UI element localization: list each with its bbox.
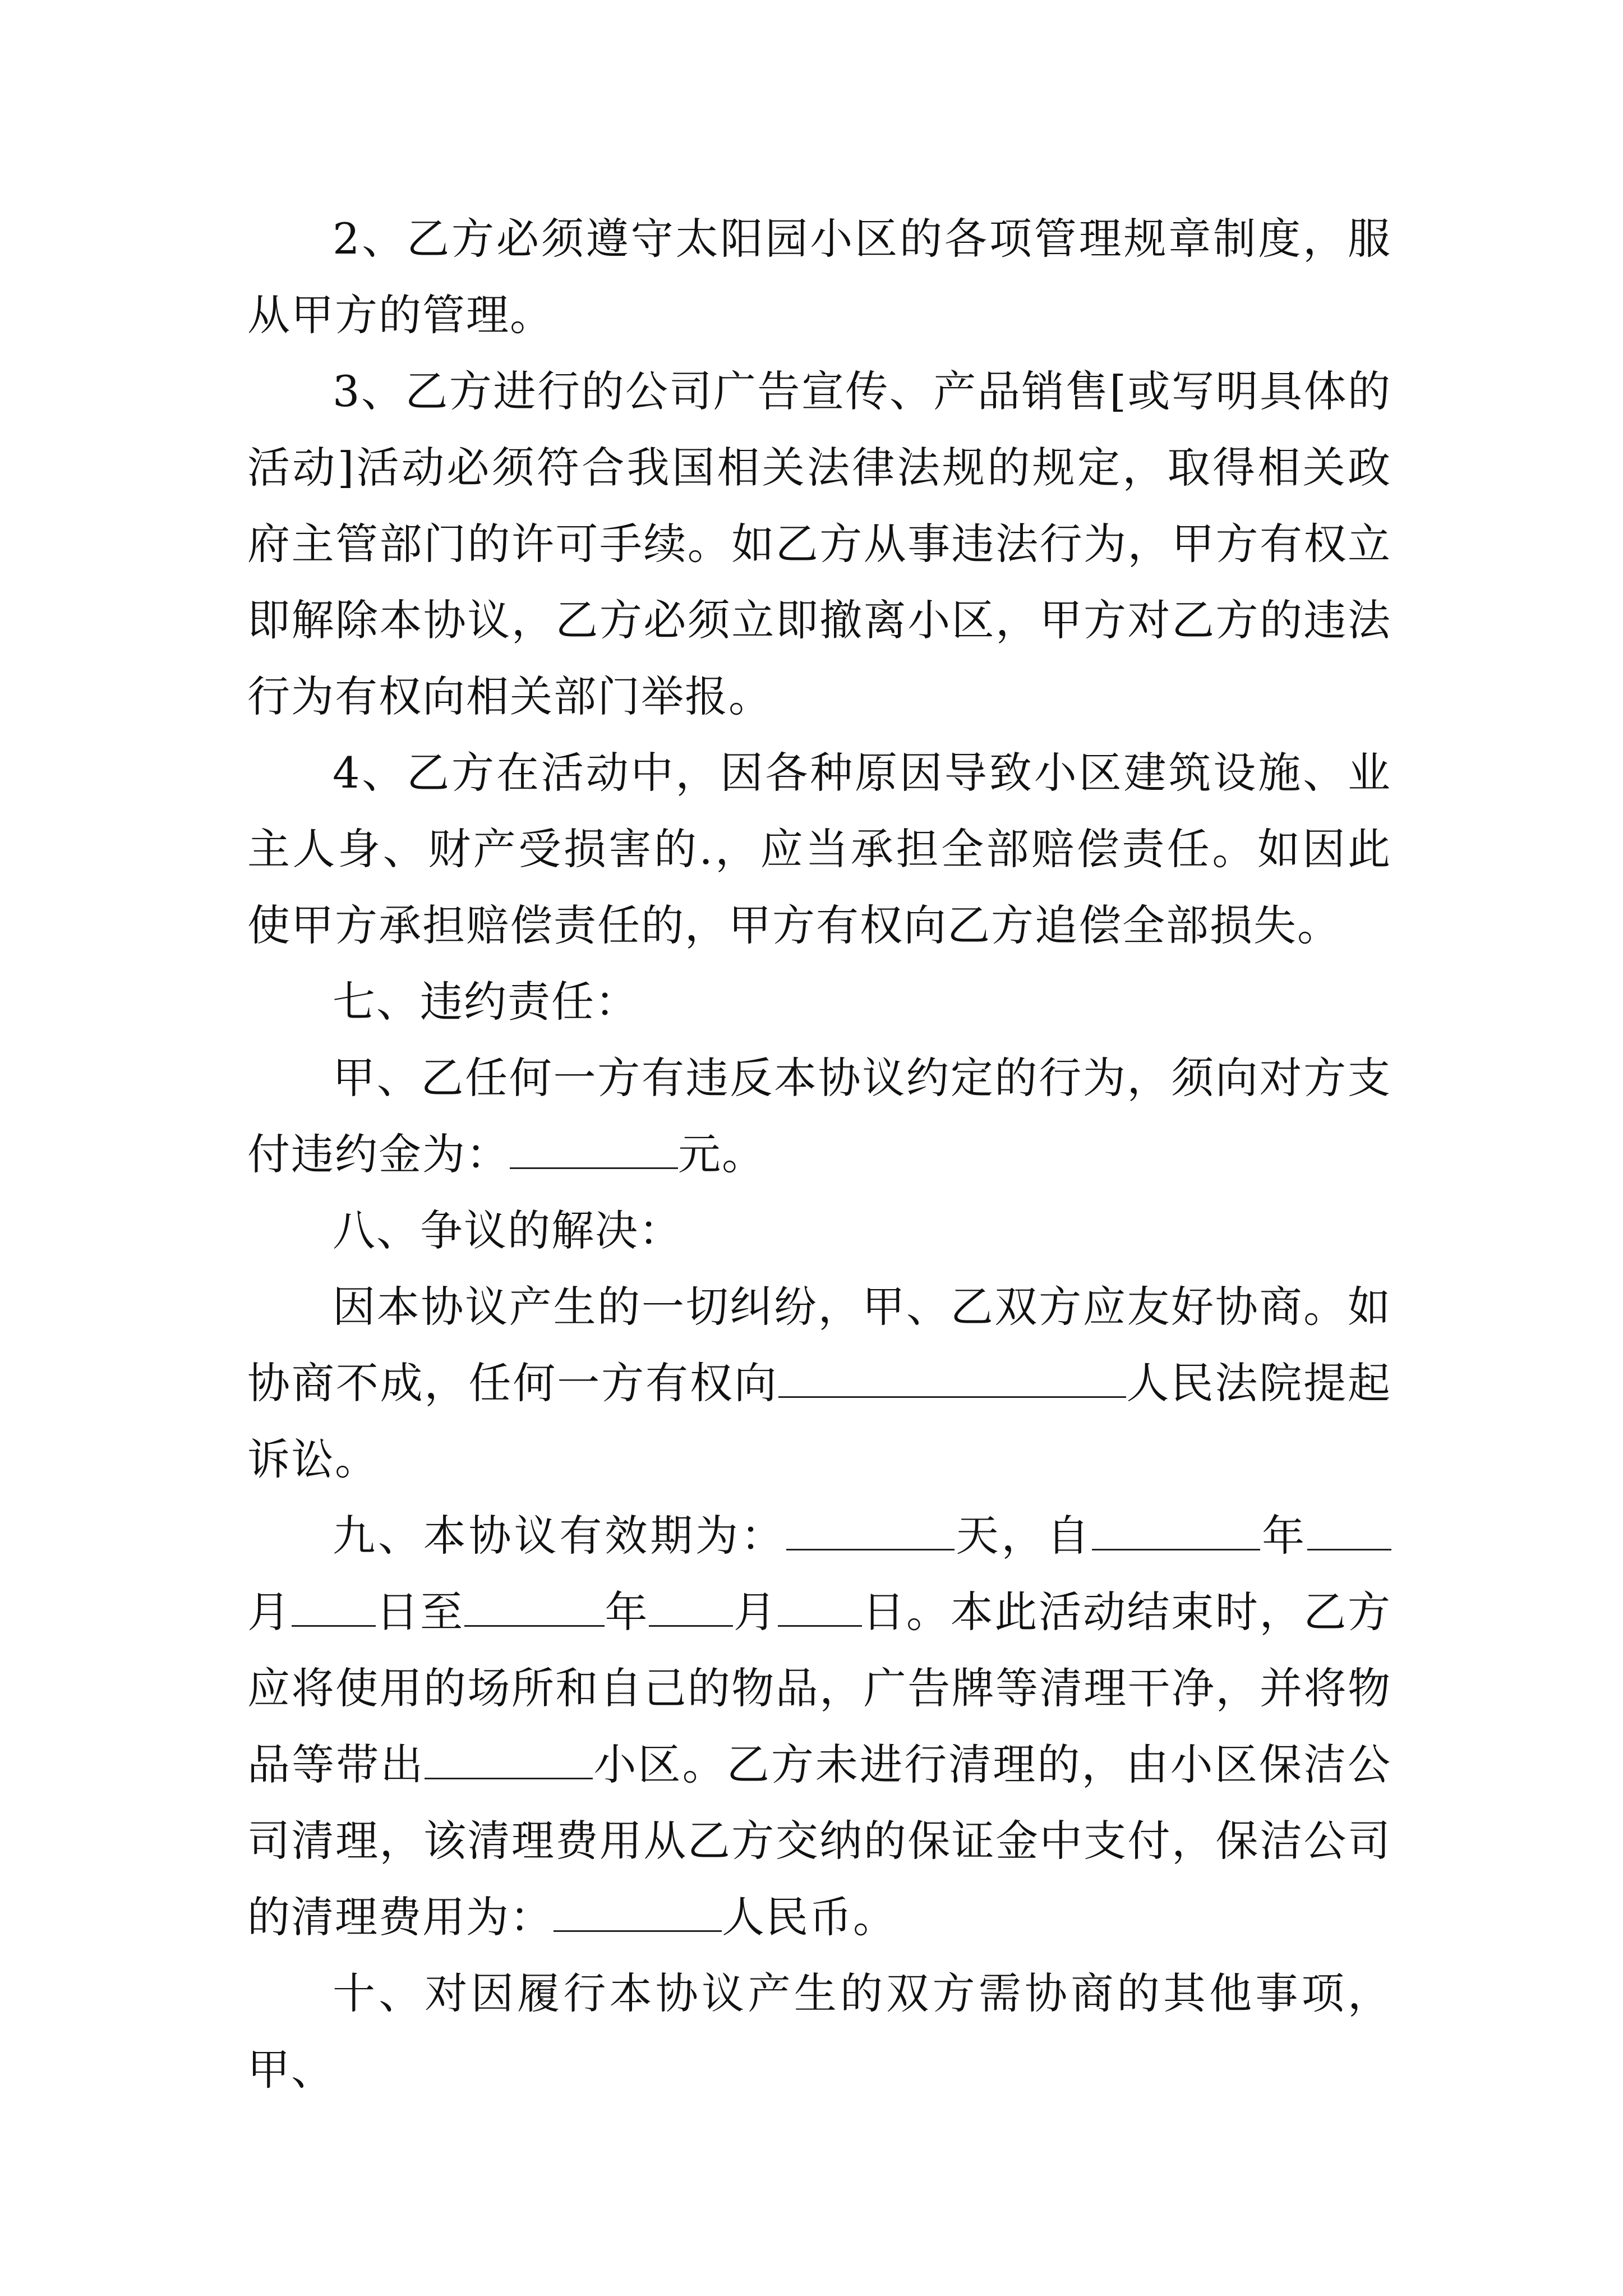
text-segment: 日至 [375,1587,464,1637]
text-segment: 甲、乙任何一方有违反本协议约定的行为，须向对方支付违约金为： [247,1053,1391,1179]
text-segment: 九、本协议有效期为： [333,1511,786,1561]
text-segment: 日。本此活动结束时，乙方应将使用的场所和自己的物品，广告牌等清理干净，并将物品等带出 [247,1587,1392,1789]
fill-in-blank [464,1586,605,1627]
text-segment: 人民币。 [722,1892,897,1942]
text-segment: 小区。乙方未进行清理的，由小区保洁公司清理，该清理费用从乙方交纳的保证金中支付，保洁公司的清理费用为： [247,1740,1392,1942]
fill-in-blank [778,1586,862,1627]
section-heading: 七、违约责任： [333,977,639,1027]
fill-in-blank [292,1586,376,1627]
clause-paragraph [247,1269,1391,1498]
document-body [247,201,1391,2108]
fill-in-blank [425,1738,593,1779]
fill-in-blank [554,1891,722,1932]
clause-paragraph: 2、乙方必须遵守太阳园小区的各项管理规章制度，服从甲方的管理。 [247,214,1391,340]
text-segment: 年 [604,1587,649,1637]
text-segment: 月 [247,1587,292,1637]
clause-paragraph: 4、乙方在活动中，因各种原因导致小区建筑设施、业主人身、财产受损害的.，应当承担全部赔偿责任。如因此使甲方承担赔偿责任的，甲方有权向乙方追偿全部损失。 [247,748,1391,950]
text-segment: 因本协议产生的一切纠纷，甲、乙双方应友好协商。如协商不成，任何一方有权向 [247,1282,1391,1408]
fill-in-blank [786,1510,955,1550]
section-heading: 八、争议的解决： [333,1205,683,1255]
clause-paragraph: 3、乙方进行的公司广告宣传、产品销售[或写明具体的活动]活动必须符合我国相关法律法规的规定，取得相关政府主管部门的许可手续。如乙方从事违法行为，甲方有权立即解除本协议，乙方必须立即撤离小区，甲方对乙方的违法行为有权向相关部门举报。 [247,366,1391,721]
text-segment: 天，自 [954,1511,1092,1561]
text-segment: 月 [733,1587,778,1637]
clause-paragraph [247,1040,1391,1193]
fill-in-blank [1092,1510,1260,1550]
text-segment: 人民法院提起诉讼。 [247,1358,1392,1484]
fill-in-blank [778,1357,1126,1398]
text-segment: 年 [1260,1511,1307,1561]
fill-in-blank [1307,1510,1391,1550]
fill-in-blank [510,1128,678,1169]
clause-paragraph [247,1498,1391,1955]
fill-in-blank [649,1586,733,1627]
text-segment: 元。 [678,1129,766,1179]
clause-paragraph: 十、对因履行本协议产生的双方需协商的其他事项，甲、 [247,1968,1391,2095]
